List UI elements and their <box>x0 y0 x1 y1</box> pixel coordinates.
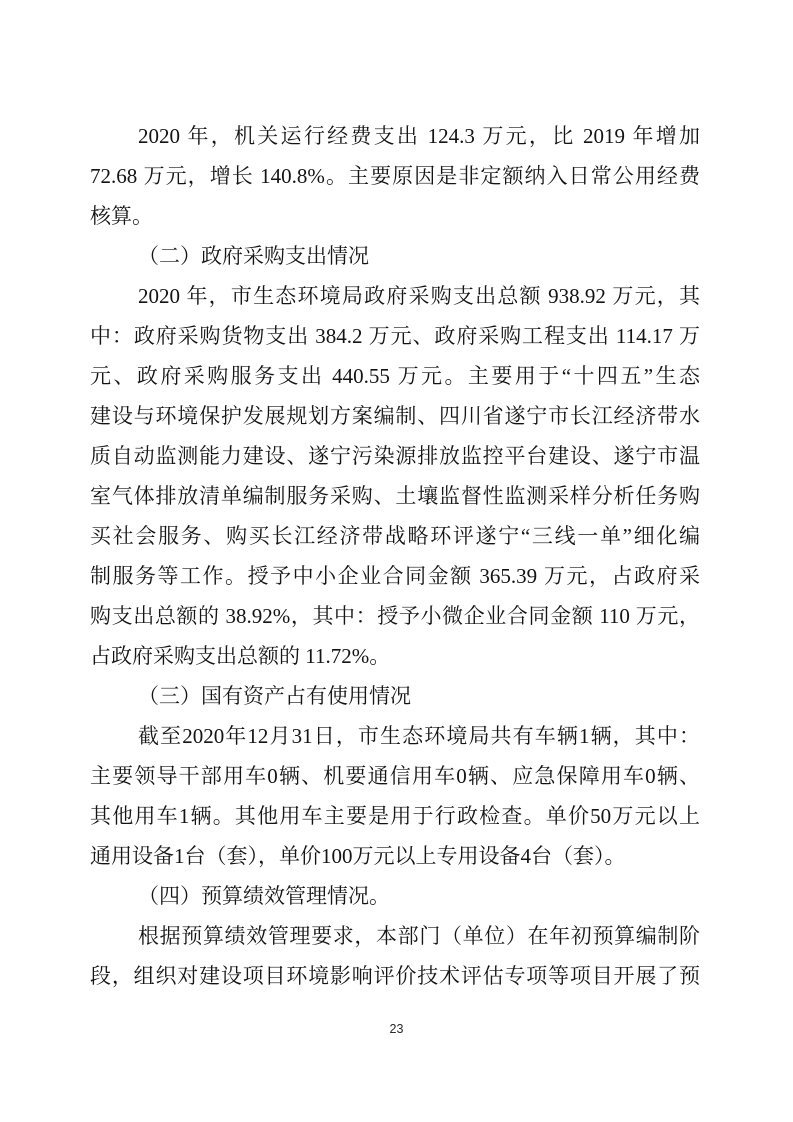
text-line: 买社会服务、购买长江经济带战略环评遂宁“三线一单”细化编 <box>90 524 700 548</box>
paragraph-state-assets-details <box>90 716 700 876</box>
section-heading-2-government-procurement <box>90 236 700 276</box>
paragraph-agency-operating-costs <box>90 116 700 236</box>
section-heading-3-state-assets <box>90 676 700 716</box>
text-line: 质自动监测能力建设、遂宁污染源排放监控平台建设、遂宁市温 <box>90 444 700 468</box>
section-heading-4-budget-performance <box>90 876 700 916</box>
text-line: 其他用车1辆。其他用车主要是用于行政检查。单价50万元以上 <box>90 804 700 828</box>
text-line: 2020 年，机关运行经费支出 124.3 万元，比 2019 年增加 <box>138 124 700 148</box>
heading-line: （二）政府采购支出情况 <box>138 244 369 268</box>
text-line: 占政府采购支出总额的 11.72%。 <box>90 644 391 668</box>
text-line: 根据预算绩效管理要求，本部门（单位）在年初预算编制阶 <box>138 924 700 948</box>
text-line: 截至2020年12月31日，市生态环境局共有车辆1辆，其中： <box>138 724 700 748</box>
heading-line: （四）预算绩效管理情况。 <box>138 884 390 908</box>
text-line: 建设与环境保护发展规划方案编制、四川省遂宁市长江经济带水 <box>90 404 700 428</box>
text-line: 2020 年，市生态环境局政府采购支出总额 938.92 万元，其 <box>138 284 700 308</box>
text-line: 中：政府采购货物支出 384.2 万元、政府采购工程支出 114.17 万 <box>90 324 700 348</box>
text-line: 通用设备1台（套），单价100万元以上专用设备4台（套）。 <box>90 844 626 868</box>
page-number: 23 <box>389 1022 404 1036</box>
heading-line: （三）国有资产占有使用情况 <box>138 684 411 708</box>
text-line: 制服务等工作。授予中小企业合同金额 365.39 万元，占政府采 <box>90 564 700 588</box>
text-line: 室气体排放清单编制服务采购、土壤监督性监测采样分析任务购 <box>90 484 700 508</box>
text-line: 元、政府采购服务支出 440.55 万元。主要用于“十四五”生态 <box>90 364 700 388</box>
page-body-text <box>90 116 700 996</box>
text-line: 72.68 万元，增长 140.8%。主要原因是非定额纳入日常公用经费 <box>90 164 700 188</box>
paragraph-procurement-details <box>90 276 700 676</box>
text-line: 段，组织对建设项目环境影响评价技术评估专项等项目开展了预 <box>90 964 700 988</box>
text-line: 购支出总额的 38.92%，其中：授予小微企业合同金额 110 万元， <box>90 604 700 628</box>
text-line: 核算。 <box>90 204 153 228</box>
paragraph-budget-performance-details <box>90 916 700 996</box>
text-line: 主要领导干部用车0辆、机要通信用车0辆、应急保障用车0辆、 <box>90 764 700 788</box>
